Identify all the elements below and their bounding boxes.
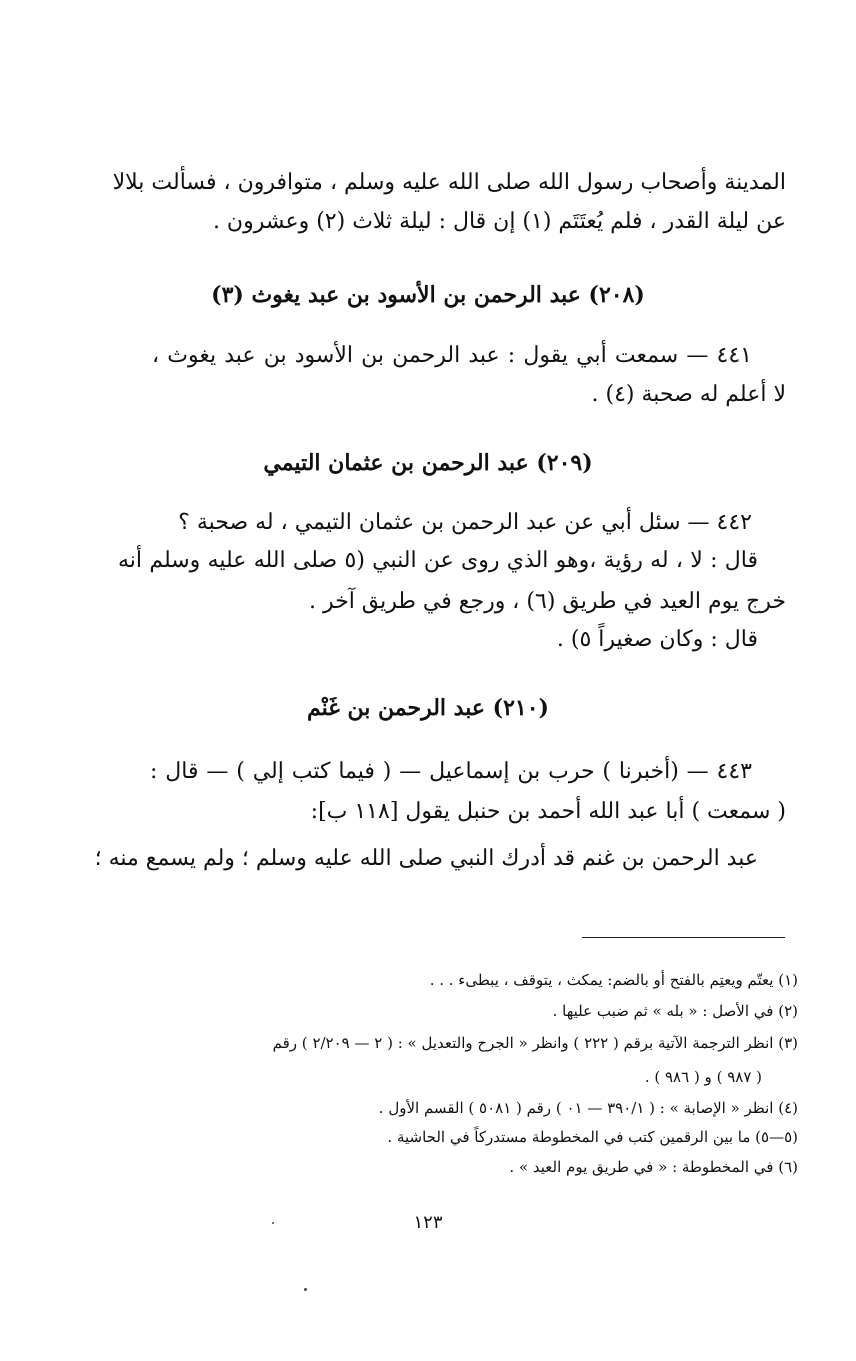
section-209-heading: (٢٠٩) عبد الرحمن بن عثمان التيمي [263,450,593,476]
entry-443-line-1: ٤٤٣ — (أخبرنا ) حرب بن إسماعيل — ( فيما كتب إلي ) — قال : [150,759,752,784]
page-number: ١٢٣ [413,1212,443,1233]
section-208-heading: (٢٠٨) عبد الرحمن بن الأسود بن عبد يغوث (٣) [211,282,645,308]
entry-441-line-2: لا أعلم له صحبة (٤) . [591,382,786,407]
intro-line-2: عن ليلة القدر ، فلم يُعتَتَم (١) إن قال : ليلة ثلاث (٢) وعشرون . [212,209,786,234]
scan-speck [272,1222,274,1224]
footnote-5: (٥—٥) ما بين الرقمين كتب في المخطوطة مستدركاً في الحاشية . [387,1128,798,1146]
footnote-2: (٢) في الأصل : « بله » ثم ضبب عليها . [552,1002,798,1020]
footnote-1: (١) يعتّم ويعتِم بالفتح أو بالضم: يمكث ، يتوقف ، يبطىء . . . [429,971,798,989]
scan-speck [304,1288,307,1291]
entry-442-line-4: قال : وكان صغيراً ٥) . [556,627,758,652]
footnote-4: (٤) انظر « الإصابة » : ( ٣٩٠/١ — ٠١ ) رقم ( ٥٠٨١ ) القسم الأول . [378,1099,798,1117]
footnote-separator [582,937,785,938]
entry-442-line-3: خرج يوم العيد في طريق (٦) ، ورجع في طريق آخر . [308,589,786,614]
entry-441-line-1: ٤٤١ — سمعت أبي يقول : عبد الرحمن بن الأسود بن عبد يغوث ، [152,343,752,368]
entry-443-line-2: ( سمعت ) أبا عبد الله أحمد بن حنبل يقول [١١٨ ب]: [310,799,786,824]
footnote-3-line-2: ( ٩٨٧ ) و ( ٩٨٦ ) . [644,1068,762,1086]
entry-442-line-2: قال : لا ، له رؤية ،وهو الذي روى عن النبي (٥ صلى الله عليه وسلم أنه [118,548,758,573]
footnote-3-line-1: (٣) انظر الترجمة الآتية برقم ( ٢٢٢ ) وانظر « الجرح والتعديل » : ( ٢ — ٢/٢٠٩ ) رقم [272,1034,798,1052]
footnote-6: (٦) في المخطوطة : « في طريق يوم العيد » . [509,1158,798,1176]
intro-line-1: المدينة وأصحاب رسول الله صلى الله عليه وسلم ، متوافرون ، فسألت بلالا [112,170,786,195]
entry-442-line-1: ٤٤٢ — سئل أبي عن عبد الرحمن بن عثمان التيمي ، له صحبة ؟ [178,510,752,535]
entry-443-line-3: عبد الرحمن بن غنم قد أدرك النبي صلى الله عليه وسلم ؛ ولم يسمع منه ؛ [94,846,758,871]
section-210-heading: (٢١٠) عبد الرحمن بن غَنْم [307,695,549,721]
